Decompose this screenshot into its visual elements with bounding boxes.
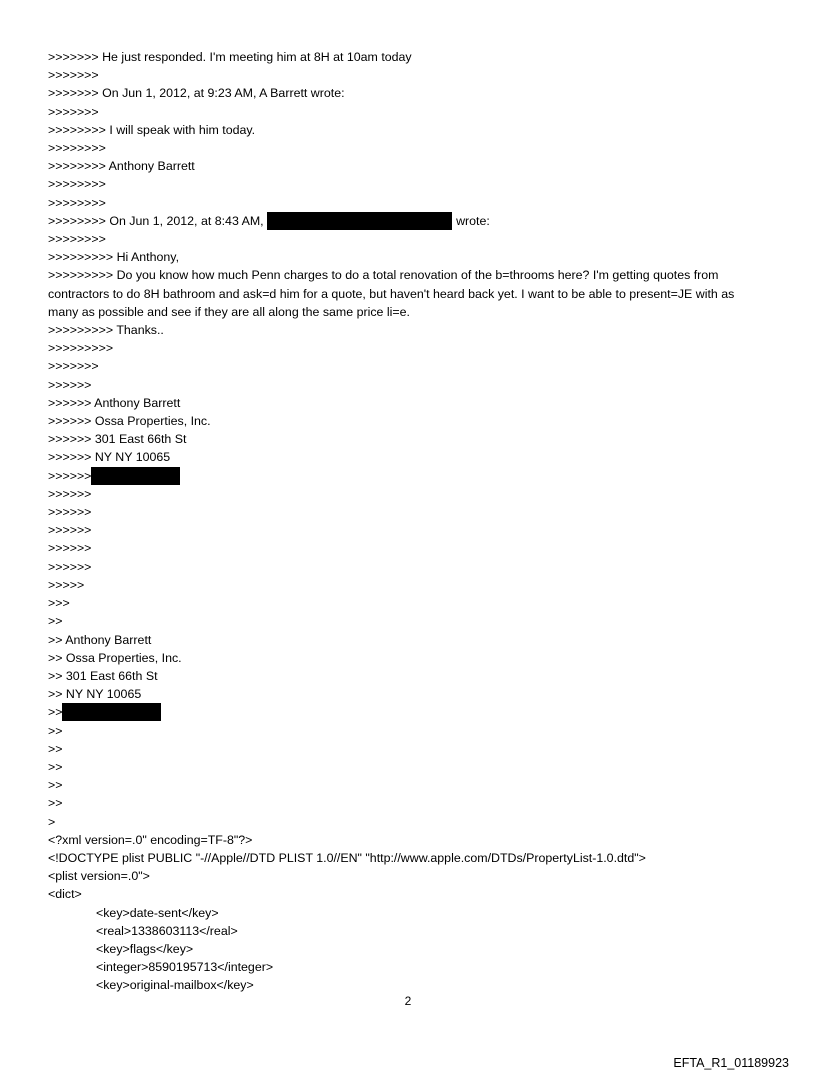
text-line: >>>>>> xyxy=(48,559,92,574)
text-line: >>>>>> xyxy=(48,377,92,392)
document-id: EFTA_R1_01189923 xyxy=(673,1056,789,1070)
text-line: >>>>>>>> xyxy=(48,195,106,210)
text-line: >>>>>>>>> xyxy=(48,341,114,356)
text-line: >>>>>> xyxy=(48,486,92,501)
text-line: >>>>>>>> Anthony Barrett xyxy=(48,159,195,174)
text-line: >> xyxy=(48,741,63,756)
text-paragraph: >>>>>>>>> Do you know how much Penn charges to do a total renovation of the b=throoms here? I'm getting quotes from contractors to do 8H bathroom and ask=d him for a quote, but haven't heard back yet. I want to be able to present=JE with as many as possible and see if they are all along the same price li=e. xyxy=(48,268,735,319)
text-line: <?xml version=.0" encoding=TF-8"?> xyxy=(48,832,253,847)
text-line: >>>>>> NY NY 10065 xyxy=(48,450,171,465)
text-line: >> xyxy=(48,796,63,811)
text-line: >> xyxy=(48,778,63,793)
redacted-line-prefix: >> xyxy=(48,705,63,720)
redaction-block xyxy=(62,703,161,721)
text-line: > xyxy=(48,814,56,829)
text-line: >>>>>> xyxy=(48,523,92,538)
text-line: <key>original-mailbox</key> xyxy=(96,978,254,993)
text-line: <key>flags</key> xyxy=(96,941,194,956)
email-body xyxy=(48,48,768,995)
text-line: >>>>>> Anthony Barrett xyxy=(48,395,181,410)
redacted-line xyxy=(48,467,768,485)
text-line: <integer>8590195713</integer> xyxy=(96,960,274,975)
text-line: <key>date-sent</key> xyxy=(96,905,219,920)
sender-line-prefix: >>>>>>>> On Jun 1, 2012, at 8:43 AM, xyxy=(48,213,268,228)
redaction-block xyxy=(267,212,452,230)
text-line: >>>>>>>> xyxy=(48,141,106,156)
text-line: >>>>> xyxy=(48,577,85,592)
text-line: >>>>>>>> I will speak with him today. xyxy=(48,122,256,137)
text-line: >> xyxy=(48,723,63,738)
text-line: >>>>>> xyxy=(48,505,92,520)
text-line: <!DOCTYPE plist PUBLIC "-//Apple//DTD PLIST 1.0//EN" "http://www.apple.com/DTDs/PropertyList-1.0.dtd"> xyxy=(48,850,646,865)
text-line: <plist version=.0"> xyxy=(48,869,150,884)
text-line: >>>>>>> xyxy=(48,104,99,119)
text-line: >>>>>>>>> Thanks.. xyxy=(48,323,164,338)
text-line: >>>>>> Ossa Properties, Inc. xyxy=(48,414,211,429)
text-line: >>>>>>> xyxy=(48,68,99,83)
text-line: >> xyxy=(48,759,63,774)
text-line: >>>>>>> xyxy=(48,359,99,374)
text-line: >>>>>>> He just responded. I'm meeting him at 8H at 10am today xyxy=(48,50,412,64)
text-line: >>>>>>>>> Hi Anthony, xyxy=(48,250,180,265)
sender-line xyxy=(48,212,768,230)
text-line: >>>>>> 301 East 66th St xyxy=(48,432,187,447)
text-line: >> xyxy=(48,614,63,629)
text-line: <dict> xyxy=(48,887,82,902)
text-line: >>>>>>>> xyxy=(48,177,106,192)
text-line: >>> xyxy=(48,596,70,611)
text-line: >> 301 East 66th St xyxy=(48,668,158,683)
sender-line-suffix: wrote: xyxy=(456,213,490,228)
text-line: <real>1338603113</real> xyxy=(96,923,238,938)
redaction-block xyxy=(91,467,180,485)
text-line: >>>>>>>> xyxy=(48,232,106,247)
redacted-line-prefix: >>>>>> xyxy=(48,468,92,483)
redacted-line xyxy=(48,703,768,721)
text-line: >> Anthony Barrett xyxy=(48,632,152,647)
text-line: >>>>>> xyxy=(48,541,92,556)
text-line: >>>>>>> On Jun 1, 2012, at 9:23 AM, A Barrett wrote: xyxy=(48,86,345,101)
page-number: 2 xyxy=(404,994,412,1008)
text-line: >> NY NY 10065 xyxy=(48,687,142,702)
text-line: >> Ossa Properties, Inc. xyxy=(48,650,182,665)
